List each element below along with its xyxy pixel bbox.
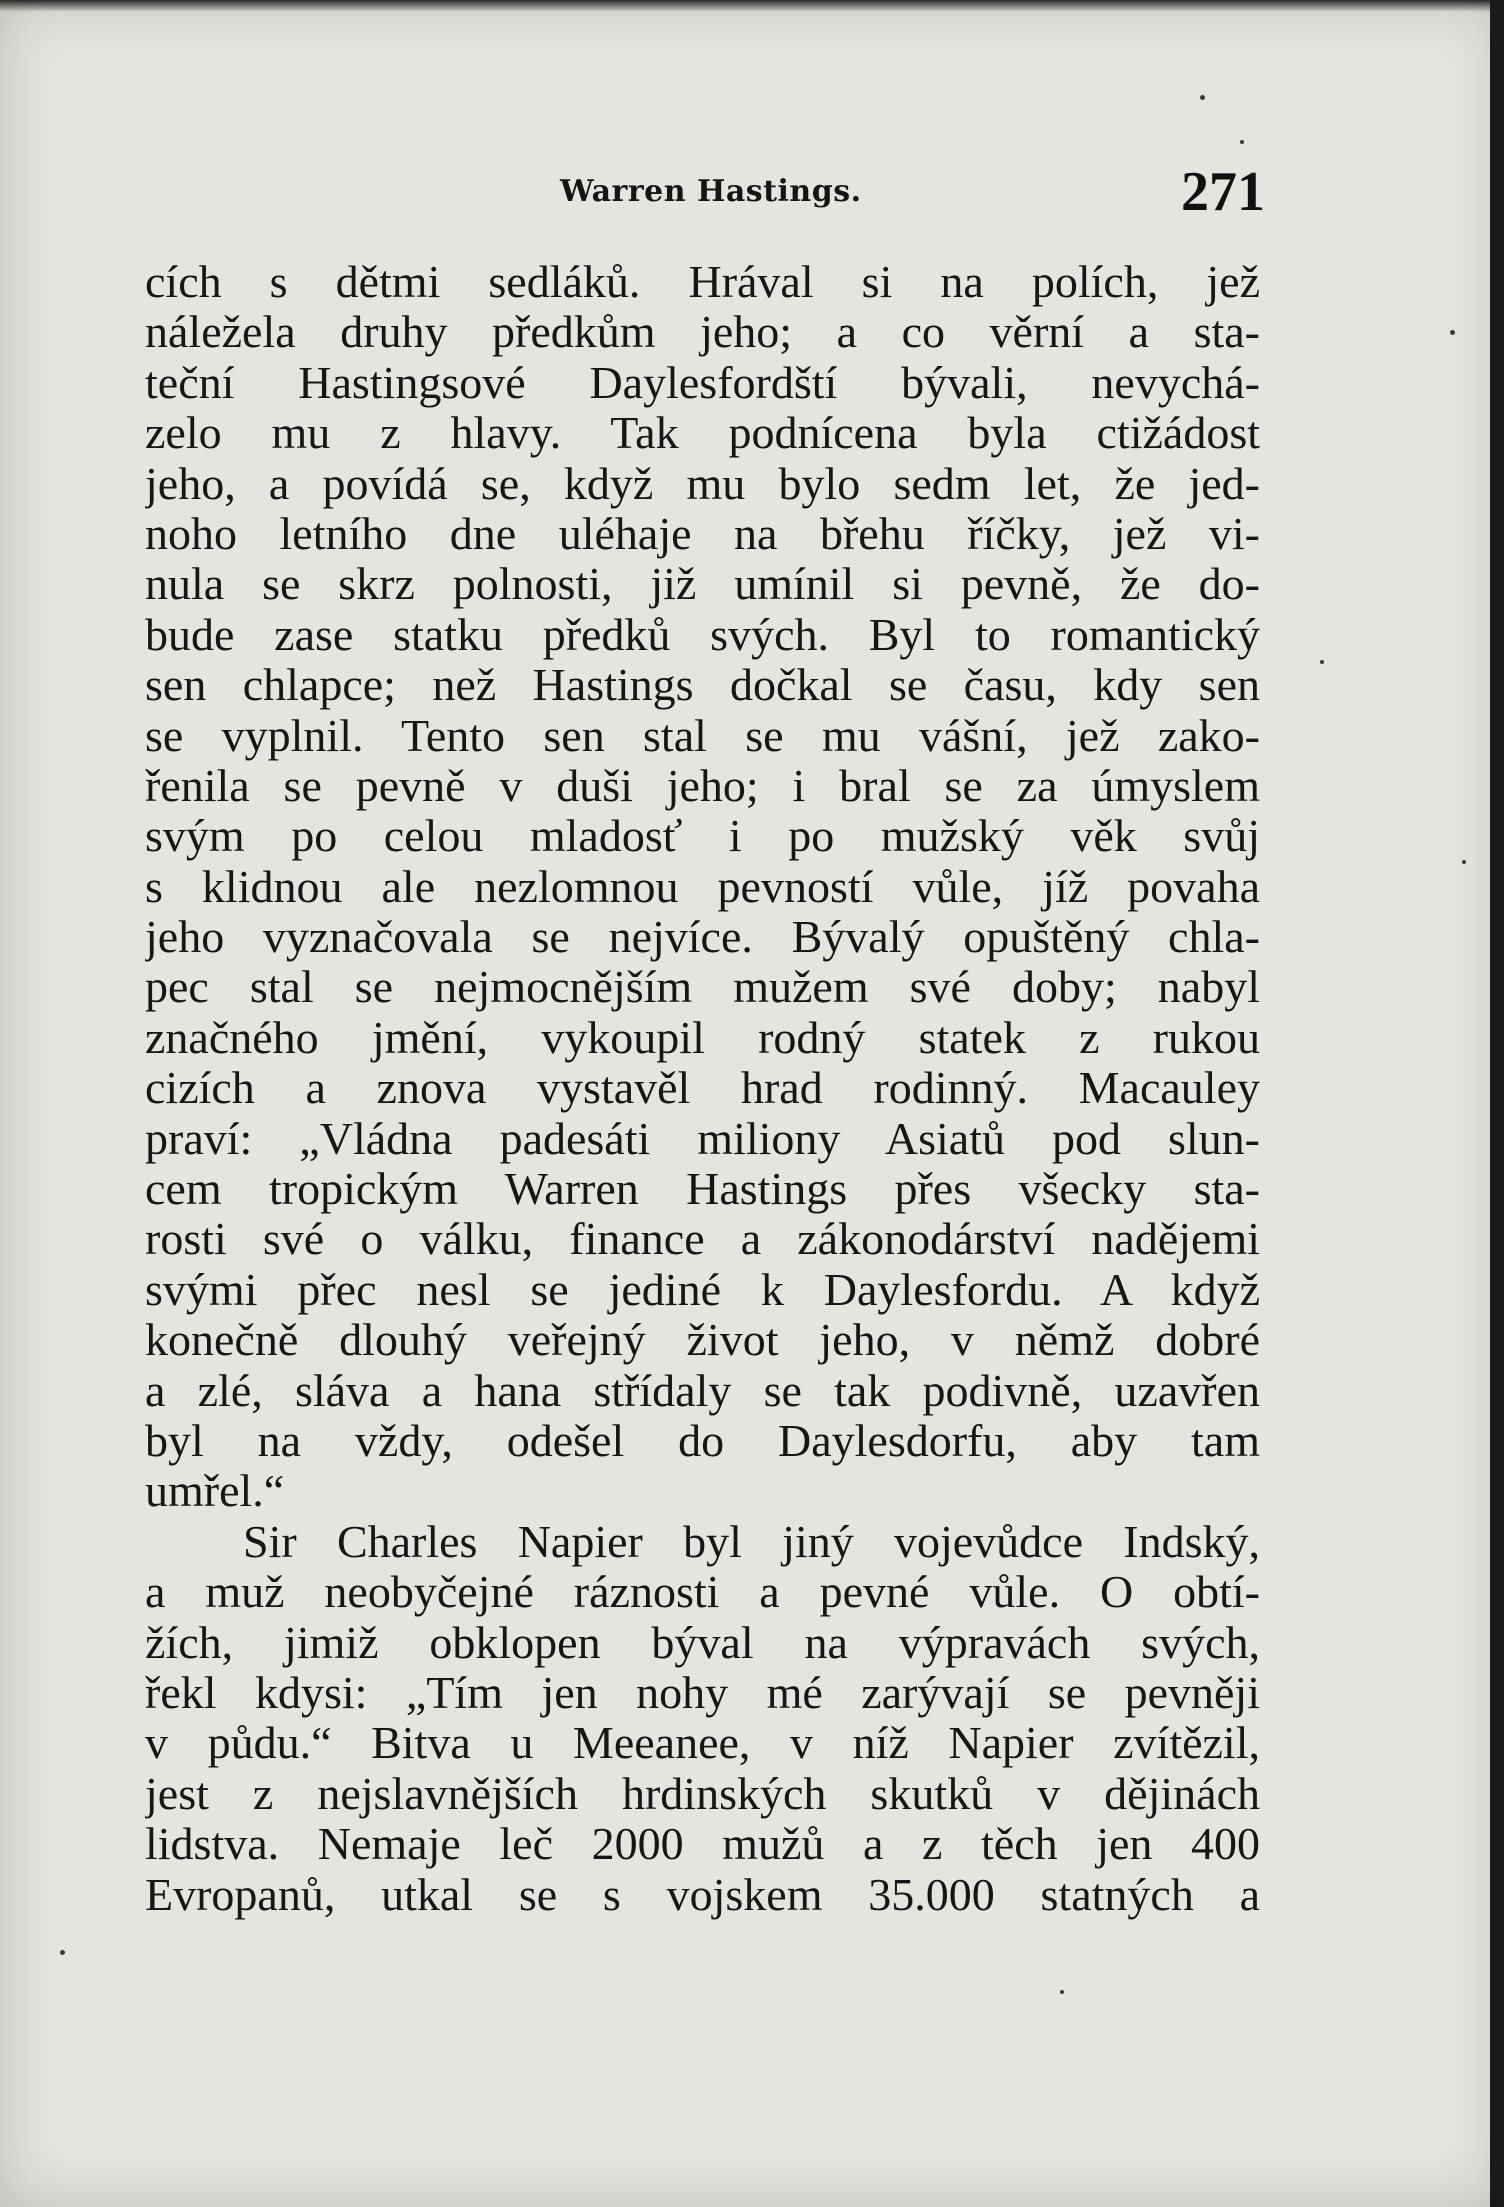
text-line: bude zase statku předků svých. Byl to romantický xyxy=(145,609,1260,660)
page-number: 271 xyxy=(1181,161,1265,223)
ink-speck xyxy=(1450,330,1455,335)
ink-speck xyxy=(1240,140,1244,144)
body-text xyxy=(145,257,1260,1920)
text-line: Evropanů, utkal se s vojskem 35.000 statných a xyxy=(145,1869,1260,1920)
running-head: Warren Hastings. xyxy=(560,174,862,209)
paragraph-first-line: Sir Charles Napier byl jiný vojevůdce Indský, xyxy=(243,1516,1260,1567)
text-line: s klidnou ale nezlomnou pevností vůle, jíž povaha xyxy=(145,861,1260,912)
ink-speck xyxy=(1320,660,1324,664)
text-line: a muž neobyčejné ráznosti a pevné vůle. O obtí- xyxy=(145,1567,1260,1618)
ink-speck xyxy=(1462,860,1466,864)
text-line: lidstva. Nemaje leč 2000 mužů a z těch jen 400 xyxy=(145,1819,1260,1870)
page-top-shadow xyxy=(0,0,1504,12)
page-header xyxy=(140,160,1265,230)
ink-speck xyxy=(1060,1990,1064,1994)
text-line: sen chlapce; než Hastings dočkal se času, kdy sen xyxy=(145,660,1260,711)
text-line: konečně dlouhý veřejný život jeho, v němž dobré xyxy=(145,1315,1260,1366)
text-line: teční Hastingsové Daylesfordští bývali, nevychá- xyxy=(145,357,1260,408)
text-line: řekl kdysi: „Tím jen nohy mé zarývají se pevněji xyxy=(145,1667,1260,1718)
text-line: cizích a znova vystavěl hrad rodinný. Macauley xyxy=(145,1063,1260,1114)
paragraph-end-line: umřel.“ xyxy=(145,1466,285,1517)
text-line: jeho vyznačovala se nejvíce. Bývalý opuštěný chla- xyxy=(145,912,1260,963)
text-line: cích s dětmi sedláků. Hrával si na polích, jež xyxy=(145,257,1260,307)
text-line: v půdu.“ Bitva u Meeanee, v níž Napier zvítězil, xyxy=(145,1718,1260,1769)
ink-speck xyxy=(60,1950,65,1955)
text-line: jeho, a povídá se, když mu bylo sedm let, že jed- xyxy=(145,458,1260,509)
text-line: nula se skrz polnosti, již umínil si pevně, že do- xyxy=(145,559,1260,610)
text-line: svými přec nesl se jediné k Daylesfordu. A když xyxy=(145,1264,1260,1315)
text-line: byl na vždy, odešel do Daylesdorfu, aby tam xyxy=(145,1415,1260,1466)
text-line: a zlé, sláva a hana střídaly se tak podivně, uzavřen xyxy=(145,1365,1260,1416)
text-line: rosti své o válku, finance a zákonodárství nadějemi xyxy=(145,1214,1260,1265)
text-line: řenila se pevně v duši jeho; i bral se za úmyslem xyxy=(145,760,1260,811)
text-line: náležela druhy předkům jeho; a co věrní a sta- xyxy=(145,307,1260,358)
text-line: noho letního dne uléhaje na břehu říčky, jež vi- xyxy=(145,508,1260,559)
text-line: pec stal se nejmocnějším mužem své doby; nabyl xyxy=(145,962,1260,1013)
text-line: svým po celou mladosť i po mužský věk svůj xyxy=(145,811,1260,862)
page-right-edge xyxy=(1490,0,1504,2207)
text-line: značného jmění, vykoupil rodný statek z rukou xyxy=(145,1012,1260,1063)
text-line: cem tropickým Warren Hastings přes všecky sta- xyxy=(145,1164,1260,1215)
text-line: praví: „Vládna padesáti miliony Asiatů pod slun- xyxy=(145,1113,1260,1164)
text-line: jest z nejslavnějších hrdinských skutků v dějinách xyxy=(145,1768,1260,1819)
text-line: žích, jimiž obklopen býval na výpravách svých, xyxy=(145,1617,1260,1668)
text-line: se vyplnil. Tento sen stal se mu vášní, jež zako- xyxy=(145,710,1260,761)
ink-speck xyxy=(1200,95,1205,100)
text-line: zelo mu z hlavy. Tak podnícena byla ctižádost xyxy=(145,408,1260,459)
